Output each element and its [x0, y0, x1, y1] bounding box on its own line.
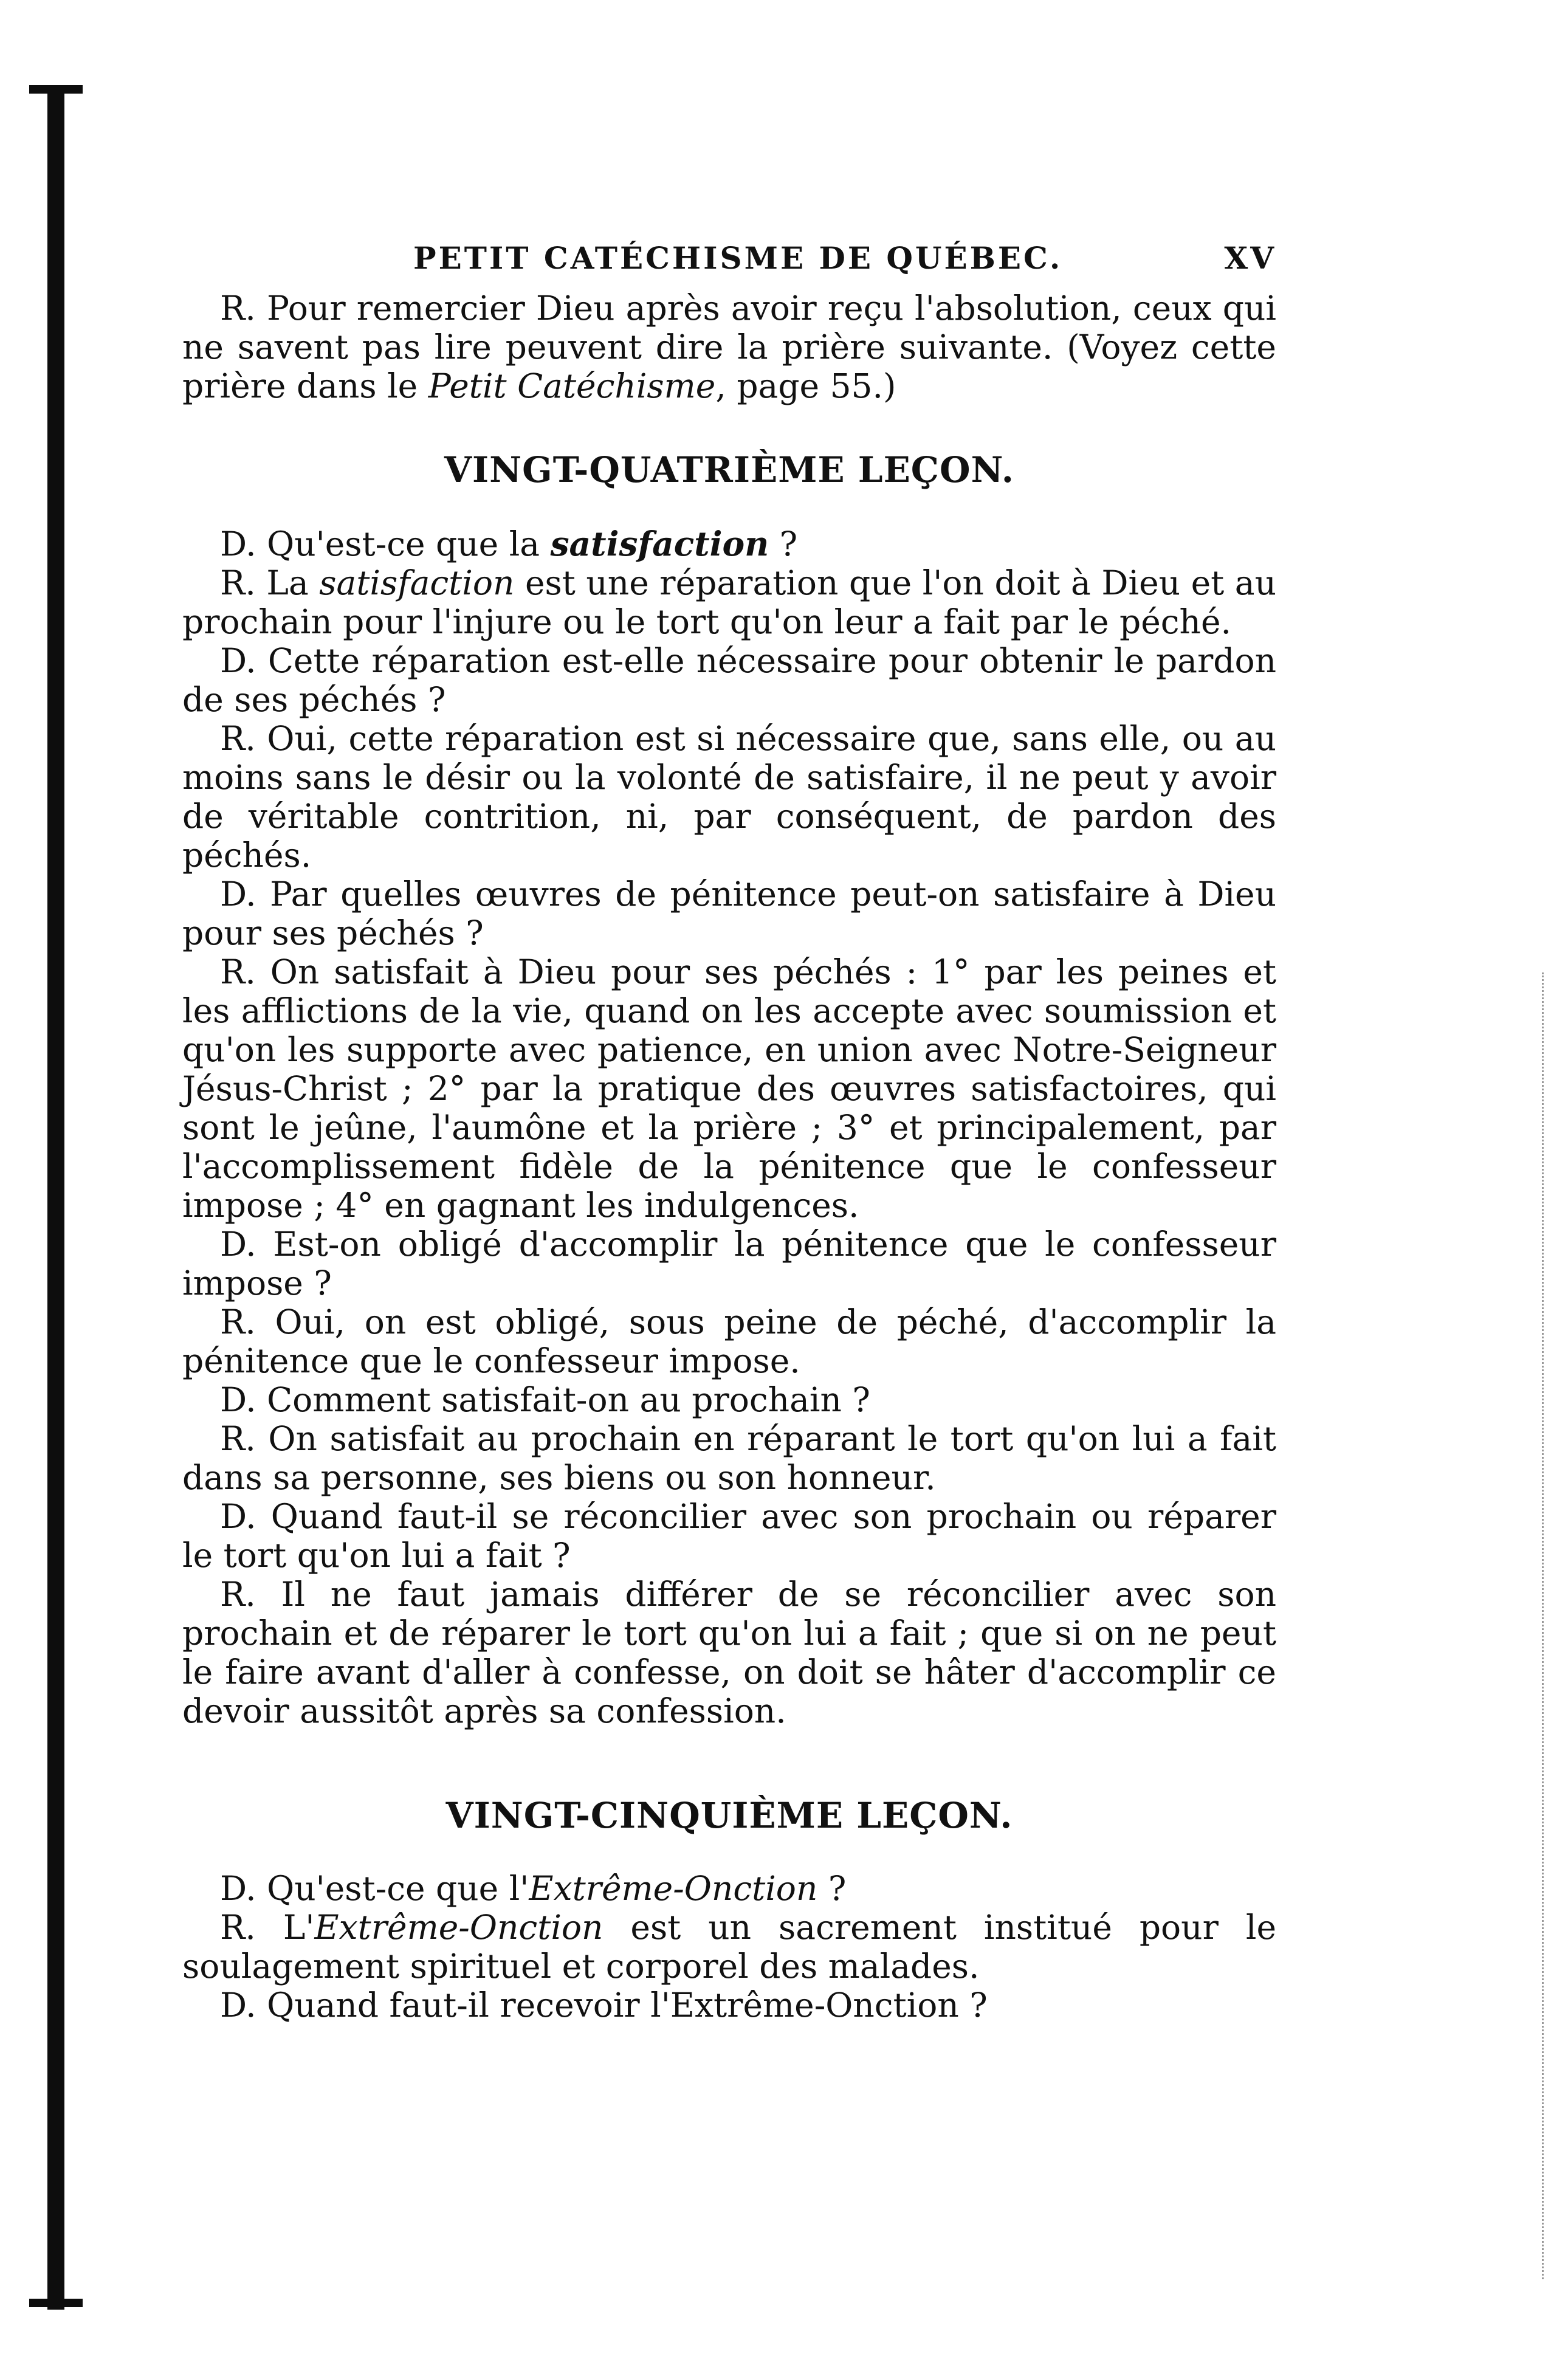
binding-edge-bottom [29, 2299, 83, 2307]
answer-when-reconcile: R. Il ne faut jamais différer de se réconcilier avec son prochain et de réparer le tort qu'on lui a fait ; que si on ne peut le faire avant d'aller à confesse, on doit se hâter d'accomplir ce devoir aussitôt après sa confession. [182, 1575, 1276, 1730]
question-when-reconcile: D. Quand faut-il se réconcilier avec son prochain ou réparer le tort qu'on lui a fait ? [182, 1497, 1276, 1575]
book-page [182, 240, 1276, 2025]
intro-paragraph: R. Pour remercier Dieu après avoir reçu l'absolution, ceux qui ne savent pas lire peuvent dire la prière suivante. (Voyez cette prière dans le Petit Catéchisme, page 55.) [182, 289, 1276, 405]
page-text [182, 289, 1276, 2025]
running-head [182, 240, 1276, 289]
answer-satisfaction: R. La satisfaction est une réparation que l'on doit à Dieu et au prochain pour l'injure ou le tort qu'on leur a fait par le péché. [182, 563, 1276, 641]
answer-works-of-penance: R. On satisfait à Dieu pour ses péchés : 1° par les peines et les afflictions de la vie, quand on les accepte avec soumission et qu'on les supporte avec patience, en union avec Notre-Seigneur Jésus-Christ ; 2° par la pratique des œuvres satisfactoires, qui sont le jeûne, l'aumône et la prière ; 3° et principalement, par l'accomplissement fidèle de la pénitence que le confesseur impose ; 4° en gagnant les indulgences. [182, 952, 1276, 1225]
lesson-24-heading: VINGT-QUATRIÈME LEÇON. [444, 449, 1014, 490]
answer-obliged-penance: R. Oui, on est obligé, sous peine de péché, d'accomplir la pénitence que le confesseur impose. [182, 1303, 1276, 1380]
answer-satisfy-neighbour: R. On satisfait au prochain en réparant le tort qu'on lui a fait dans sa personne, ses biens ou son honneur. [182, 1419, 1276, 1497]
page-binding-edge [47, 91, 64, 2310]
answer-extreme-unction: R. L'Extrême-Onction est un sacrement institué pour le soulagement spirituel et corporel des malades. [182, 1908, 1276, 1986]
question-satisfy-neighbour: D. Comment satisfait-on au prochain ? [220, 1380, 870, 1419]
question-works-of-penance: D. Par quelles œuvres de pénitence peut-on satisfaire à Dieu pour ses péchés ? [182, 875, 1276, 952]
question-satisfaction: D. Qu'est-ce que la satisfaction ? [220, 524, 798, 563]
question-when-receive-unction: D. Quand faut-il recevoir l'Extrême-Onction ? [220, 1986, 988, 2025]
lesson-25-heading: VINGT-CINQUIÈME LEÇON. [445, 1795, 1013, 1836]
running-title: PETIT CATÉCHISME DE QUÉBEC. [413, 240, 1063, 276]
question-extreme-unction: D. Qu'est-ce que l'Extrême-Onction ? [220, 1869, 847, 1908]
question-obliged-penance: D. Est-on obligé d'accomplir la pénitence que le confesseur impose ? [182, 1225, 1276, 1303]
answer-reparation-necessary: R. Oui, cette réparation est si nécessaire que, sans elle, ou au moins sans le désir ou la volonté de satisfaire, il ne peut y avoir de véritable contrition, ni, par conséquent, de pardon des péchés. [182, 719, 1276, 875]
page-right-edge-marks [1538, 972, 1544, 2279]
page-number: XV [1224, 240, 1276, 276]
question-reparation-necessary: D. Cette réparation est-elle nécessaire pour obtenir le pardon de ses péchés ? [182, 641, 1276, 719]
